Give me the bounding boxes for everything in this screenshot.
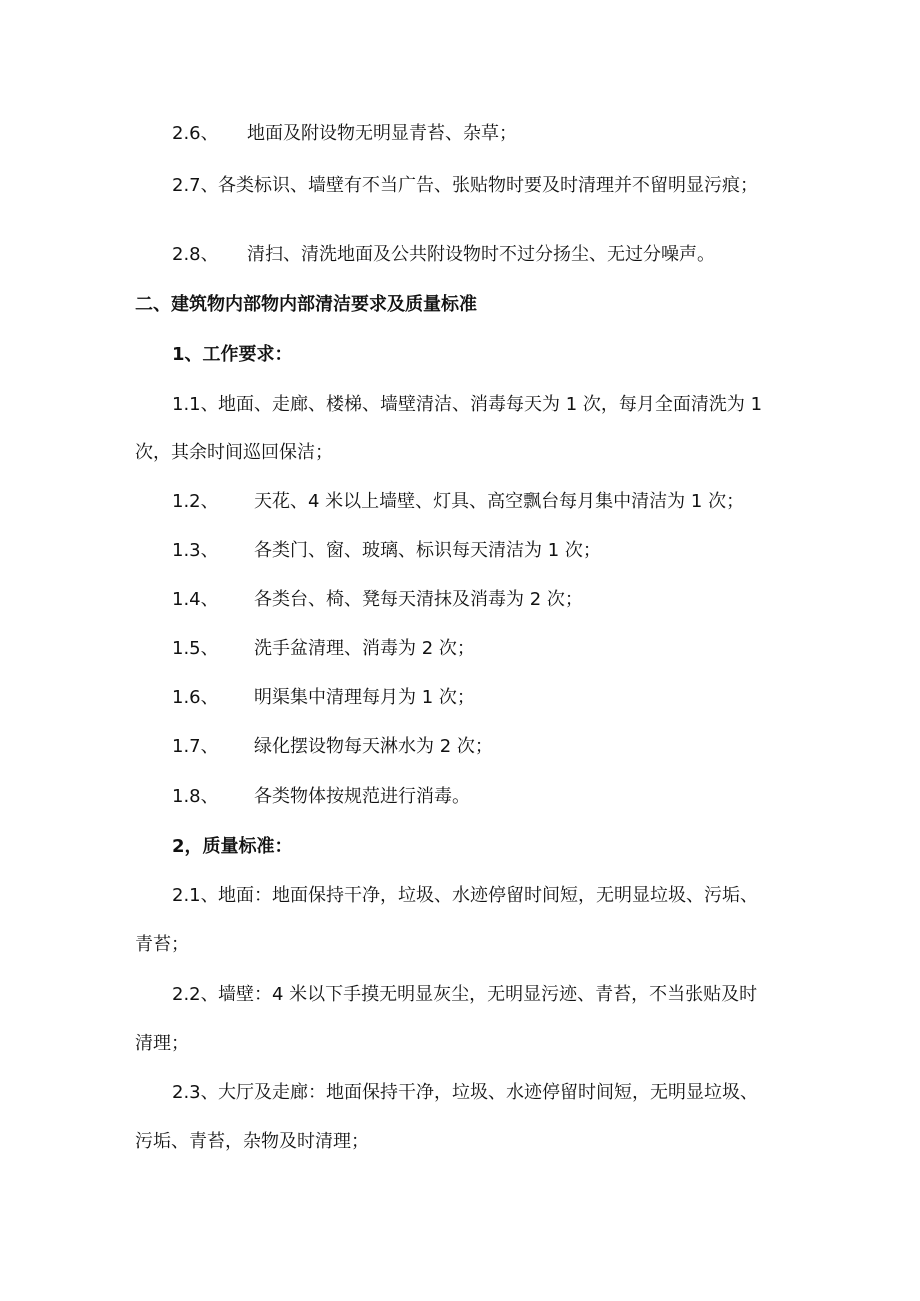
item-text: 墙壁：4 米以下手摸无明显灰尘，无明显污迹、青苔，不当张贴及时 <box>218 984 758 1005</box>
list-item-continuation: 次，其余时间巡回保洁； <box>135 442 333 463</box>
list-item <box>172 735 493 759</box>
list-item <box>172 1081 758 1105</box>
item-text: 各类门、窗、玻璃、标识每天清洁为 1 次； <box>254 540 601 561</box>
list-item <box>172 637 475 661</box>
section-heading: 二、建筑物内部物内部清洁要求及质量标准 <box>135 294 477 315</box>
list-item-continuation: 污垢、青苔，杂物及时清理； <box>135 1131 369 1152</box>
item-text: 绿化摆设物每天淋水为 2 次； <box>254 736 493 757</box>
item-number: 1.8、 <box>172 786 219 807</box>
item-text: 明渠集中清理每月为 1 次； <box>254 687 475 708</box>
list-item <box>172 983 757 1007</box>
list-item <box>172 588 583 612</box>
item-text: 各类标识、墙壁有不当广告、张贴物时要及时清理并不留明显污痕； <box>218 175 758 196</box>
item-number: 2.8、 <box>172 244 219 265</box>
list-item <box>172 174 758 198</box>
item-text: 地面、走廊、楼梯、墙壁清洁、消毒每天为 1 次，每月全面清洗为 1 <box>218 394 763 415</box>
list-item <box>172 243 715 267</box>
list-item <box>172 490 744 514</box>
item-number: 1.7、 <box>172 736 219 757</box>
item-text: 洗手盆清理、消毒为 2 次； <box>254 638 475 659</box>
item-number: 1.4、 <box>172 589 219 610</box>
item-text: 大厅及走廊：地面保持干净，垃圾、水迹停留时间短，无明显垃圾、 <box>218 1082 758 1103</box>
list-item <box>172 884 758 908</box>
item-number: 2.3、 <box>172 1082 219 1103</box>
item-number: 2.1、 <box>172 885 219 906</box>
item-number: 2.2、 <box>172 984 219 1005</box>
item-text: 清扫、清洗地面及公共附设物时不过分扬尘、无过分噪声。 <box>247 244 715 265</box>
item-text: 地面及附设物无明显青苔、杂草； <box>247 123 517 144</box>
list-item <box>172 122 517 146</box>
list-item <box>172 785 470 809</box>
item-number: 1.2、 <box>172 491 219 512</box>
item-text: 各类台、椅、凳每天清抹及消毒为 2 次； <box>254 589 583 610</box>
item-text: 各类物体按规范进行消毒。 <box>254 786 470 807</box>
subsection-heading: 1、工作要求： <box>172 344 293 365</box>
list-item <box>172 393 762 417</box>
item-number: 1.6、 <box>172 687 219 708</box>
item-number: 1.3、 <box>172 540 219 561</box>
item-number: 1.1、 <box>172 394 219 415</box>
item-number: 2.7、 <box>172 175 219 196</box>
list-item <box>172 539 601 563</box>
item-text: 天花、4 米以上墙壁、灯具、高空飘台每月集中清洁为 1 次； <box>254 491 745 512</box>
subsection-heading: 2，质量标准： <box>172 836 293 857</box>
list-item <box>172 686 475 710</box>
item-text: 地面：地面保持干净，垃圾、水迹停留时间短，无明显垃圾、污垢、 <box>218 885 758 906</box>
list-item-continuation: 清理； <box>135 1033 189 1054</box>
item-number: 1.5、 <box>172 638 219 659</box>
list-item-continuation: 青苔； <box>135 934 189 955</box>
item-number: 2.6、 <box>172 123 219 144</box>
